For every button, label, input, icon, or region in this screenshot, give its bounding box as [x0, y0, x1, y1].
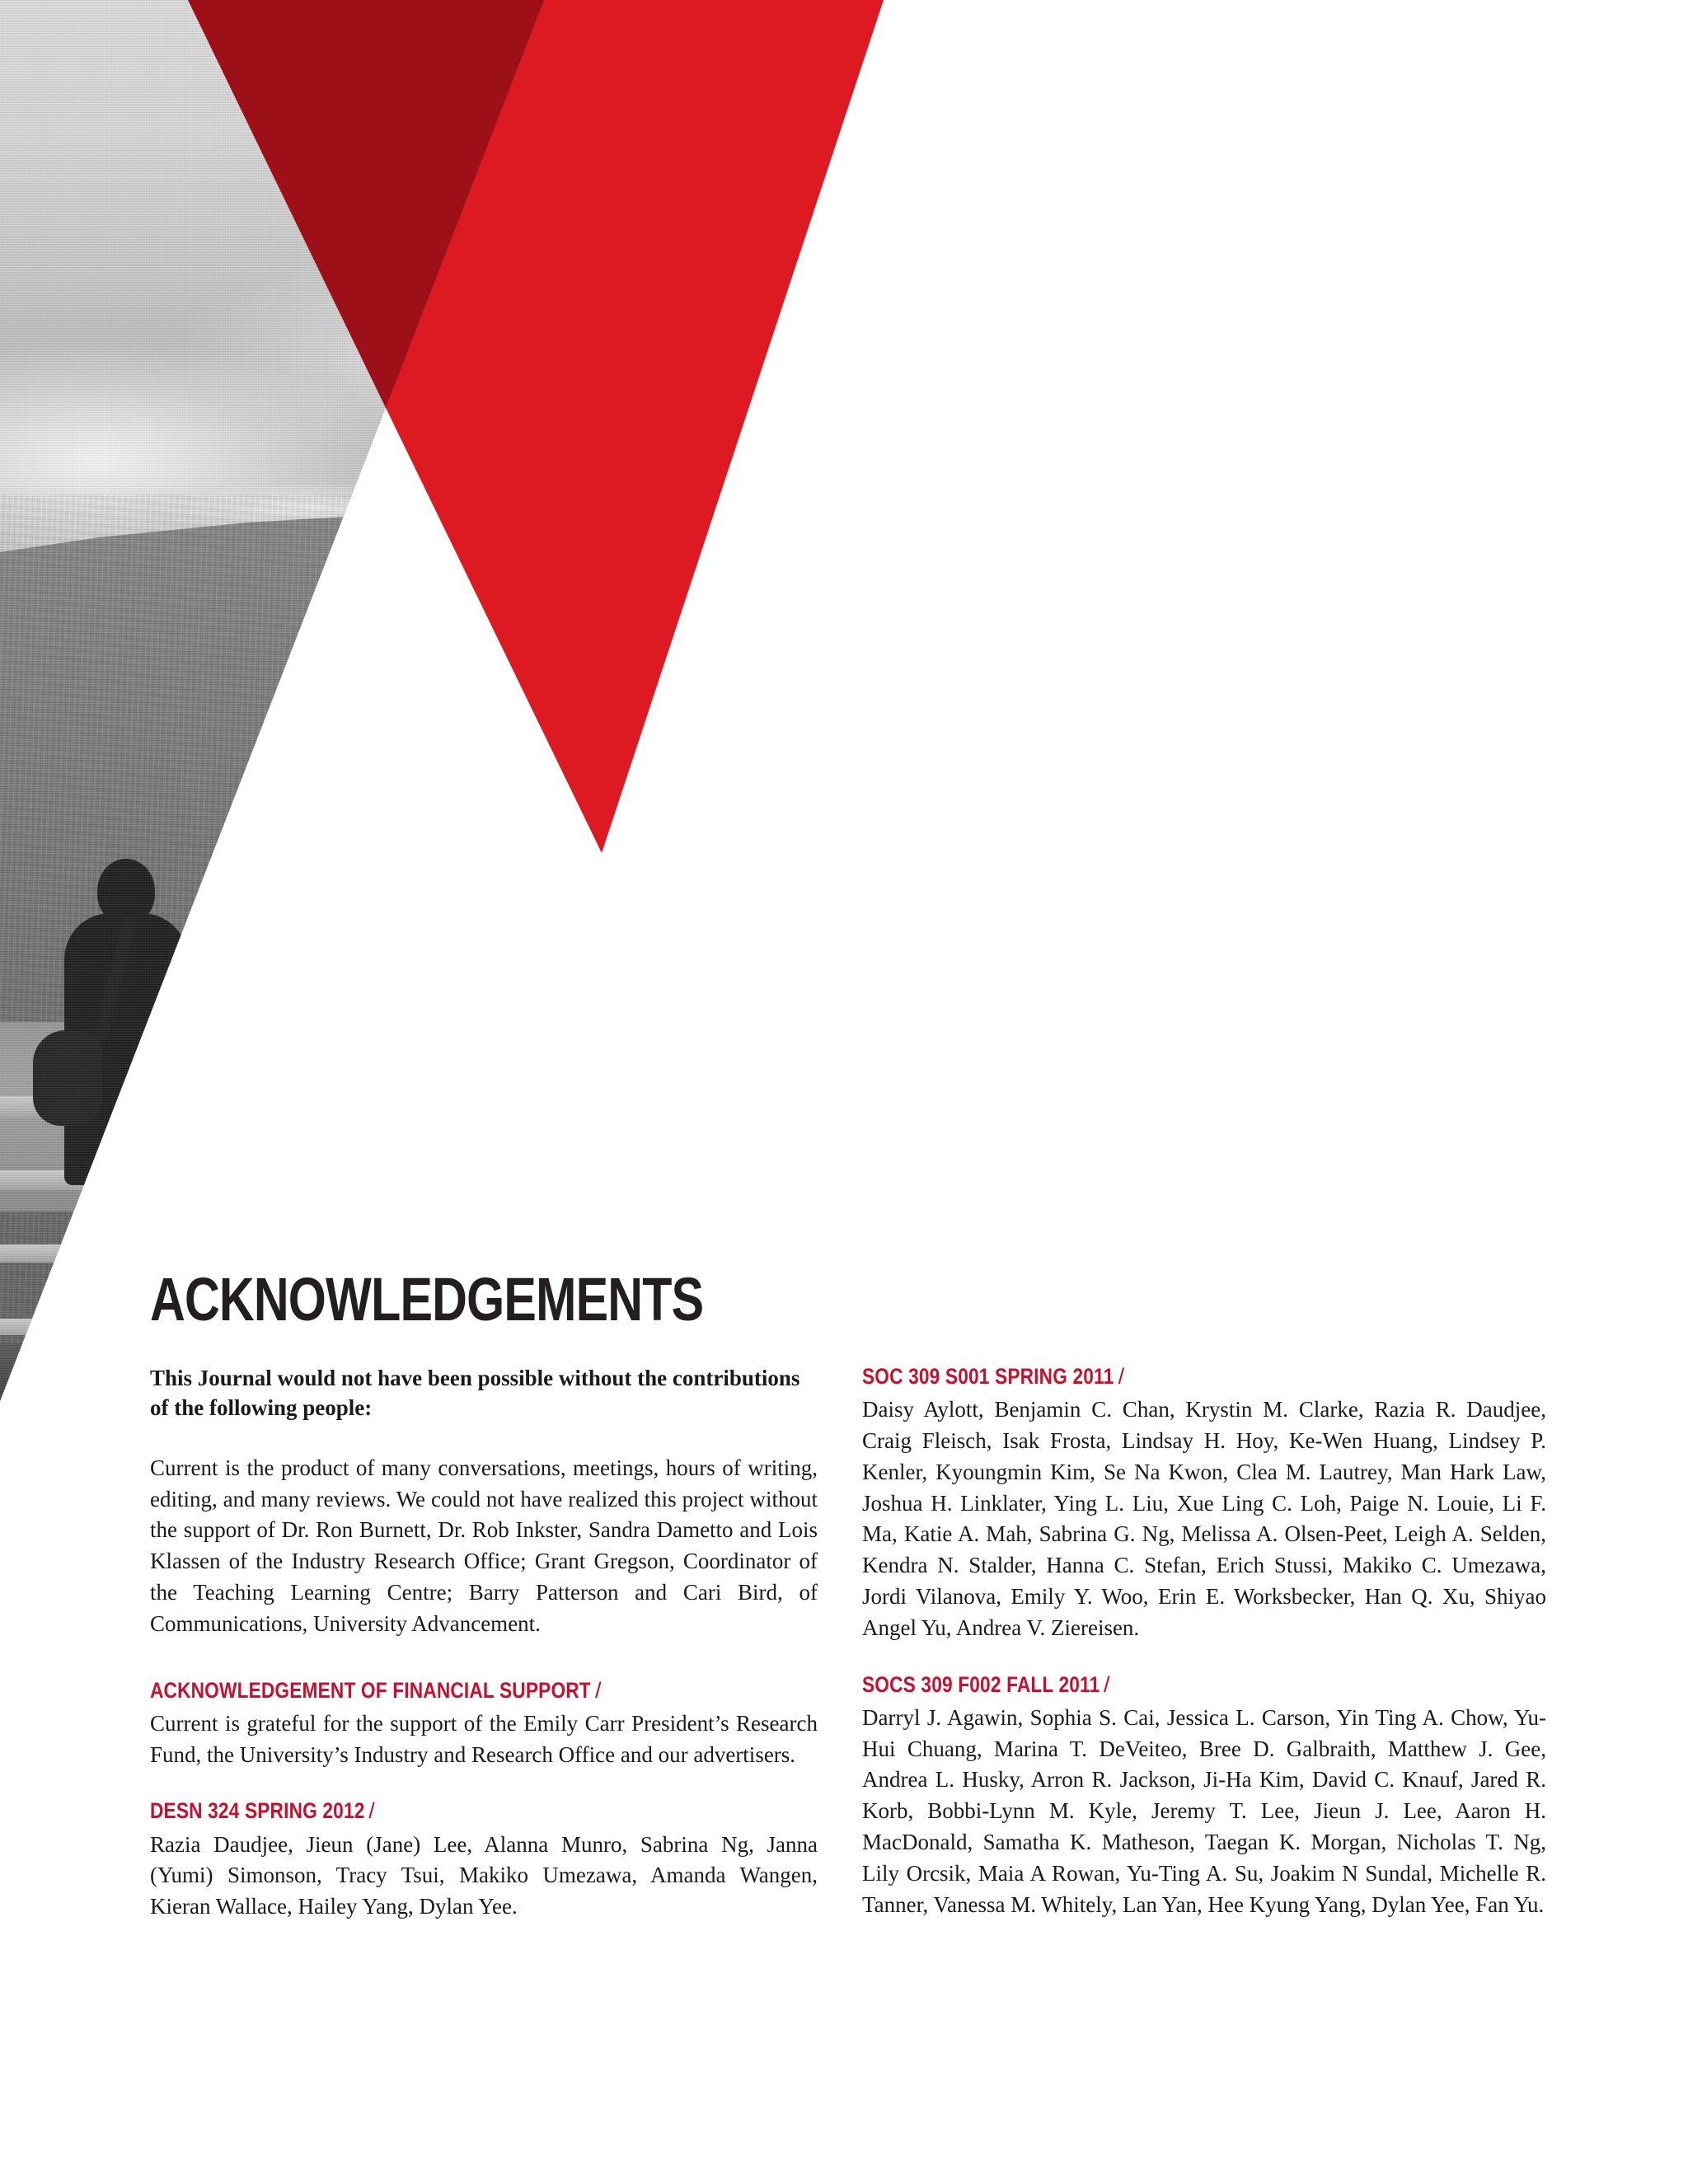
- heading-slash-icon: /: [368, 1798, 376, 1824]
- section-heading: [862, 1672, 1437, 1697]
- section-body: Razia Daudjee, Jieun (Jane) Lee, Alanna Munro, Sabrina Ng, Janna (Yumi) Simonson, Tracy Tsui, Makiko Umezawa, Amanda Wangen, Kieran Wallace, Hailey Yang, Dylan Yee.: [150, 1831, 818, 1919]
- heading-slash-icon: /: [594, 1677, 602, 1703]
- section-heading-label: SOC 309 S001 SPRING 2011: [862, 1364, 1114, 1389]
- section-heading-label: ACKNOWLEDGEMENT OF FINANCIAL SUPPORT: [150, 1677, 591, 1703]
- photo-figure-right-body: [208, 887, 353, 1183]
- intro-paragraph: Current is the product of many conversations, meetings, hours of writing, editing, and many reviews. We could not have realized this project without the support of Dr. Ron Burnett, Dr. Rob Inkster, Sandra Dametto and Lois Klassen of the Industry Research Office; Grant Gregson, Coordinator of the Teaching Learning Centre; Barry Patterson and Cari Bird, of Communications, University Advancement.: [150, 1455, 818, 1636]
- heading-slash-icon: /: [1118, 1364, 1124, 1389]
- left-column: [150, 1364, 818, 1923]
- photo-water: [0, 1022, 940, 1212]
- section-socs-309-f002: [862, 1672, 1546, 1921]
- right-column: [862, 1364, 1546, 1920]
- section-financial-support: [150, 1678, 818, 1771]
- section-soc-309-s001: [862, 1364, 1546, 1644]
- section-body: Darryl J. Agawin, Sophia S. Cai, Jessica L. Carson, Yin Ting A. Chow, Yu-Hui Chuang, Marina T. DeVeiteo, Bree D. Galbraith, Matthew J. Gee, Andrea L. Husky, Arron R. Jackson, Ji-Ha Kim, David C. Knauf, Jared R. Korb, Bobbi-Lynn M. Kyle, Jeremy T. Lee, Jieun J. Lee, Aaron H. MacDonald, Samatha K. Matheson, Taegan K. Morgan, Nicholas T. Ng, Lily Orcsik, Maia A Rowan, Yu-Ting A. Su, Joakim N Sundal, Michelle R. Tanner, Vanessa M. Whitely, Lan Yan, Hee Kyung Yang, Dylan Yee, Fan Yu.: [862, 1704, 1546, 1917]
- section-body: Current is grateful for the support of the Emily Carr President’s Research Fund, the University’s Industry and Research Office and our advertisers.: [150, 1710, 818, 1767]
- section-heading: [150, 1678, 710, 1703]
- section-heading-label: DESN 324 SPRING 2012: [150, 1798, 365, 1824]
- heading-slash-icon: /: [1104, 1671, 1110, 1697]
- section-desn-324: [150, 1798, 818, 1923]
- section-body: Daisy Aylott, Benjamin C. Chan, Krystin M. Clarke, Razia R. Daudjee, Craig Fleisch, Isak Frosta, Lindsay H. Hoy, Ke-Wen Huang, Lindsey P. Kenler, Kyoungmin Kim, Se Na Kwon, Clea M. Lautrey, Man Hark Law, Joshua H. Linklater, Ying L. Liu, Xue Ling C. Loh, Paige N. Louie, Li F. Ma, Katie A. Mah, Sabrina G. Ng, Melissa A. Olsen-Peet, Leigh A. Selden, Kendra N. Stalder, Hanna C. Stefan, Erich Stussi, Makiko C. Umezawa, Jordi Vilanova, Emily Y. Woo, Erin E. Worksbecker, Han Q. Xu, Shiyao Angel Yu, Andrea V. Ziereisen.: [862, 1397, 1546, 1640]
- section-heading: [150, 1798, 710, 1823]
- section-heading: [862, 1364, 1437, 1389]
- page-title: ACKNOWLEDGEMENTS: [150, 1264, 704, 1333]
- section-heading-label: SOCS 309 F002 FALL 2011: [862, 1671, 1100, 1697]
- lede-paragraph: This Journal would not have been possible without the contributions of the following people:: [150, 1366, 800, 1420]
- photo-figure-right-head: [247, 824, 315, 897]
